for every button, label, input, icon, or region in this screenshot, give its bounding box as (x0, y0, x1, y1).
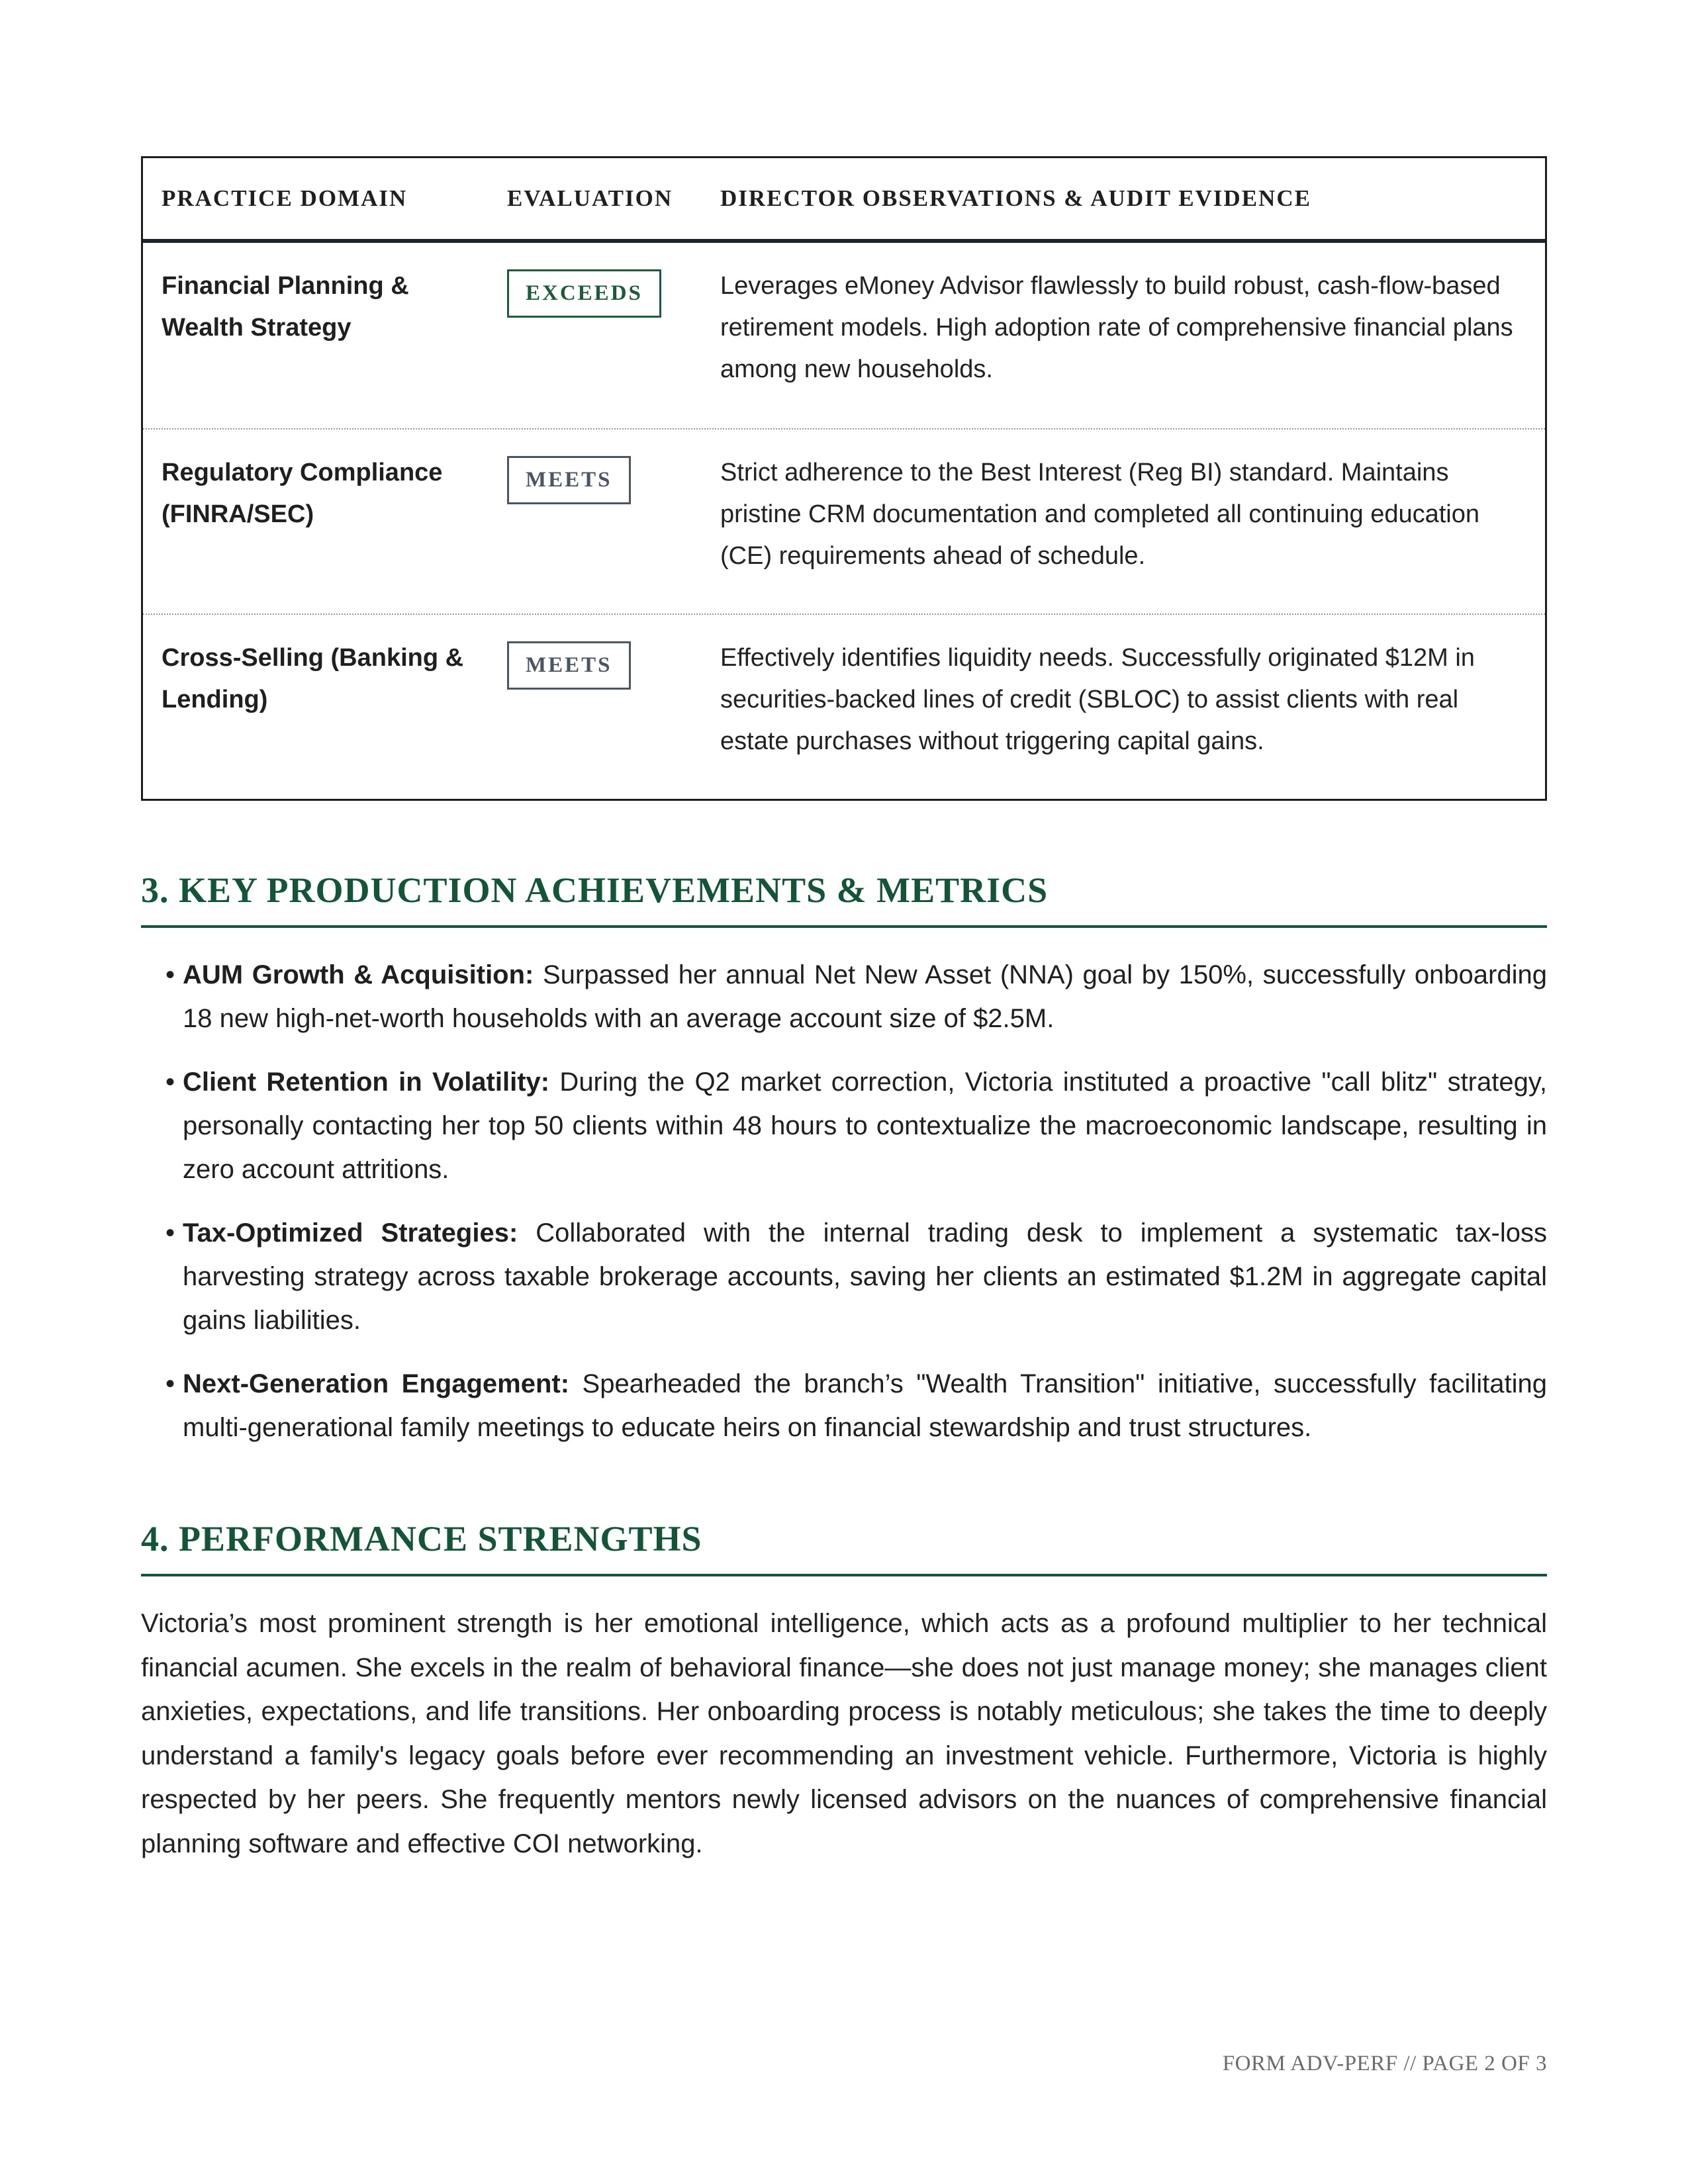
bullet-lead: Client Retention in Volatility: (183, 1068, 550, 1097)
header-observations: DIRECTOR OBSERVATIONS & AUDIT EVIDENCE (720, 185, 1311, 211)
bullet-text: During the Q2 market correction, Victoria instituted a proactive "call blitz" strategy, personally contacting her top 50 clients within 48 hours to contextualize the macroeconomic landscape, resulting in zero account attritions. (183, 1068, 1547, 1184)
evaluation-badge: MEETS (507, 641, 631, 690)
document-page (141, 156, 1547, 1866)
observation-text: Leverages eMoney Advisor flawlessly to build robust, cash-flow-based retirement models. High adoption rate of comprehensive financial plans among new households. (720, 272, 1513, 383)
bullet-icon: • (165, 1218, 175, 1248)
bullet-text: Spearheaded the branch’s "Wealth Transition" initiative, successfully facilitating multi-generational family meetings to educate heirs on financial stewardship and trust structures. (183, 1369, 1547, 1442)
bullet-icon: • (165, 1369, 175, 1398)
header-practice-domain: PRACTICE DOMAIN (162, 185, 408, 211)
bullet-text: Surpassed her annual Net New Asset (NNA) goal by 150%, successfully onboarding 18 new high-net-worth households with an average account size of $2.5M. (183, 960, 1547, 1033)
bullet-icon: • (165, 1068, 175, 1097)
header-evaluation: EVALUATION (507, 185, 673, 211)
evaluation-table (141, 156, 1547, 801)
list-item (141, 1211, 1547, 1342)
section-title-strengths: 4. PERFORMANCE STRENGTHS (141, 1518, 1547, 1576)
practice-domain: Regulatory Compliance (FINRA/SEC) (162, 459, 443, 528)
observation-text: Strict adherence to the Best Interest (Reg BI) standard. Maintains pristine CRM documentation and completed all continuing education (CE) requirements ahead of schedule. (720, 459, 1480, 570)
table-row (143, 428, 1545, 614)
practice-domain: Financial Planning & Wealth Strategy (162, 272, 409, 341)
list-item (141, 953, 1547, 1040)
bullet-lead: AUM Growth & Acquisition: (183, 960, 534, 989)
section-title-achievements: 3. KEY PRODUCTION ACHIEVEMENTS & METRICS (141, 870, 1547, 928)
list-item (141, 1362, 1547, 1449)
evaluation-badge: MEETS (507, 456, 631, 504)
evaluation-badge: EXCEEDS (507, 269, 661, 318)
page-footer: FORM ADV-PERF // PAGE 2 OF 3 (1222, 2052, 1547, 2075)
table-header (143, 158, 1545, 243)
practice-domain: Cross-Selling (Banking & Lending) (162, 644, 464, 713)
observation-text: Effectively identifies liquidity needs. Successfully originated $12M in securities-backed lines of credit (SBLOC) to assist clients with real estate purchases without triggering capital gains. (720, 644, 1475, 755)
bullet-text: Collaborated with the internal trading desk to implement a systematic tax-loss harvesting strategy across taxable brokerage accounts, saving her clients an estimated $1.2M in aggregate capital gains liabilities. (183, 1218, 1547, 1335)
bullet-lead: Tax-Optimized Strategies: (183, 1218, 518, 1248)
achievements-list (141, 953, 1547, 1449)
bullet-icon: • (165, 960, 175, 989)
list-item (141, 1060, 1547, 1191)
table-row (143, 614, 1545, 799)
strengths-paragraph: Victoria’s most prominent strength is her emotional intelligence, which acts as a profound multiplier to her technical financial acumen. She excels in the realm of behavioral finance—she does not just manage money; she manages client anxieties, expectations, and life transitions. Her onboarding process is notably meticulous; she takes the time to deeply understand a family's legacy goals before ever recommending an investment vehicle. Furthermore, Victoria is highly respected by her peers. She frequently mentors newly licensed advisors on the nuances of comprehensive financial planning software and effective COI networking. (141, 1609, 1547, 1858)
table-row (143, 243, 1545, 428)
bullet-lead: Next-Generation Engagement: (183, 1369, 570, 1398)
